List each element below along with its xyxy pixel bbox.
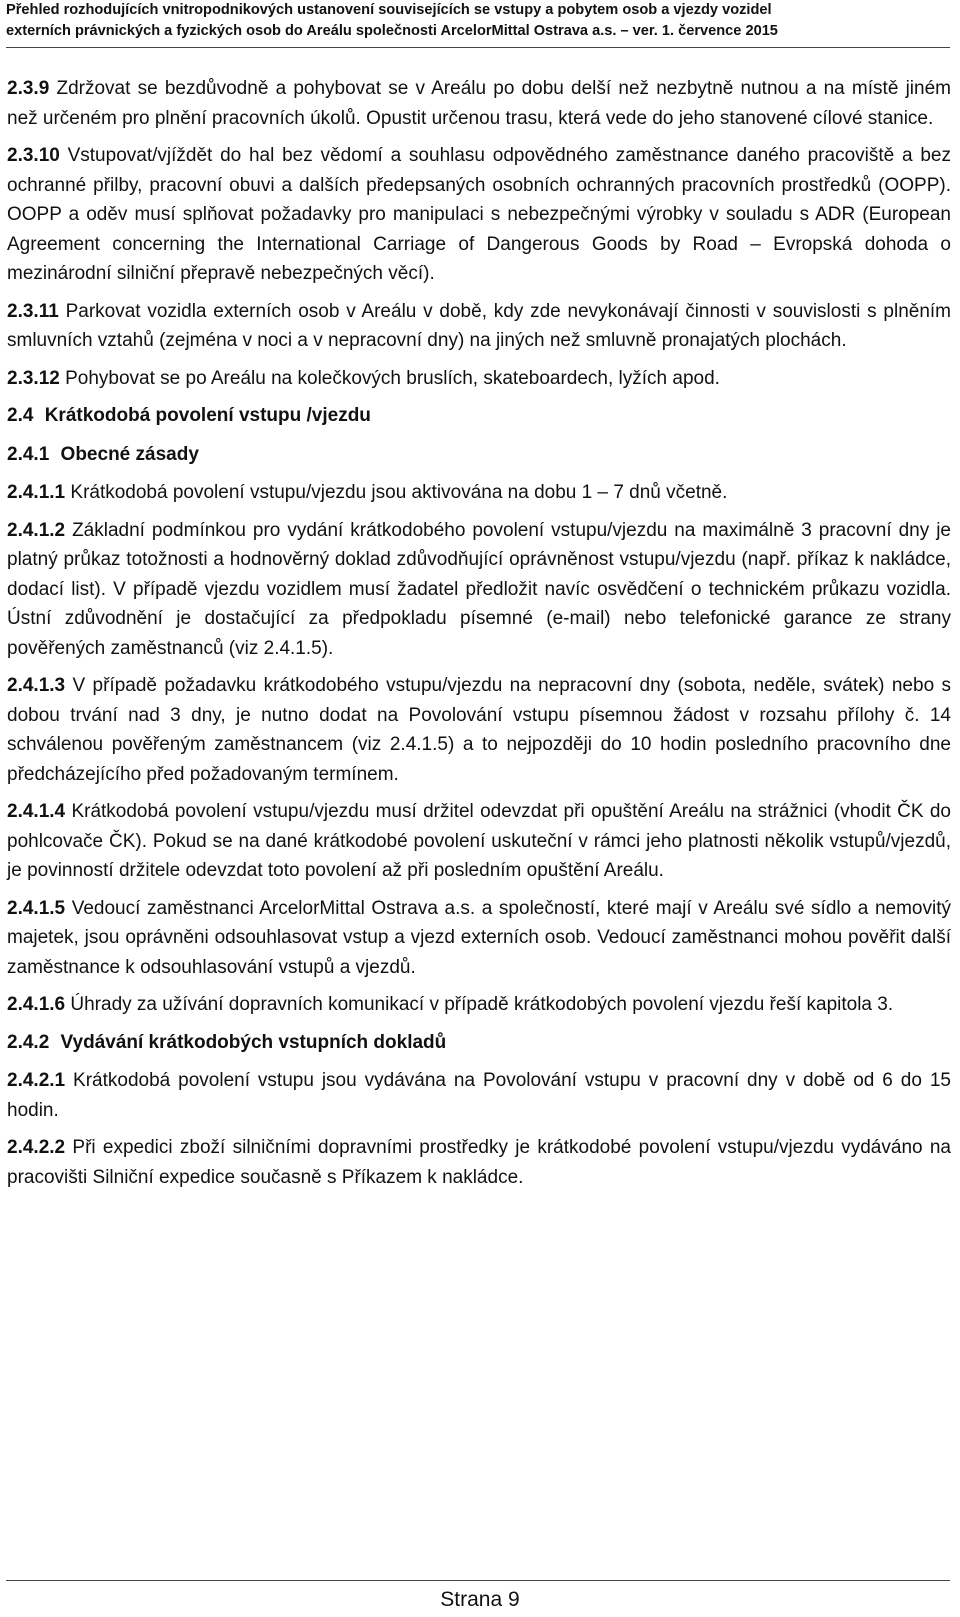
section-heading-2-4-2 <box>7 1028 951 1058</box>
heading-text: Obecné zásady <box>60 443 199 465</box>
document-header <box>6 0 946 42</box>
paragraph-2-4-1-6 <box>7 990 951 1020</box>
header-line-2: externích právnických a fyzických osob do Areálu společnosti ArcelorMittal Ostrava a.s. – ver. 1. července 2015 <box>6 23 778 39</box>
paragraph-number: 2.4.1.2 <box>7 519 66 541</box>
paragraph-number: 2.4.1.5 <box>7 897 66 919</box>
section-heading-2-4-1 <box>7 440 951 470</box>
paragraph-2-4-1-4 <box>7 797 951 886</box>
paragraph-number: 2.4.1.1 <box>7 482 66 503</box>
heading-number: 2.4.2 <box>7 1031 50 1053</box>
paragraph-text: V případě požadavku krátkodobého vstupu/vjezdu na nepracovní dny (sobota, neděle, svátek) nebo s dobou trvání nad 3 dny, je nutno dodat na Povolování vstupu písemnou žádost v rozsahu přílohy č. 14 schválenou pověřeným zaměstnancem (viz 2.4.1.5) a to nejpozději do 10 hodin posledního pracovního dne předcházejícího před požadovaným termínem. <box>7 675 952 785</box>
paragraph-number: 2.4.1.6 <box>7 994 66 1015</box>
paragraph-number: 2.4.2.2 <box>7 1137 66 1158</box>
paragraph-2-4-1-2 <box>7 516 951 664</box>
paragraph-2-3-9 <box>7 74 951 133</box>
paragraph-number: 2.3.10 <box>7 145 60 166</box>
paragraph-text: Úhrady za užívání dopravních komunikací v případě krátkodobých povolení vjezdu řeší kapitola 3. <box>70 994 894 1015</box>
paragraph-text: Vedoucí zaměstnanci ArcelorMittal Ostrava a.s. a společností, které mají v Areálu své sídlo a nemovitý majetek, jsou oprávněni odsouhlasovat vstup a vjezd externích osob. Vedoucí zaměstnanci mohou pověřit další zaměstnance k odsouhlasování vstupů a vjezdů. <box>7 897 951 978</box>
heading-number: 2.4.1 <box>7 443 50 465</box>
paragraph-number: 2.3.12 <box>7 367 60 389</box>
paragraph-2-3-12 <box>7 364 951 394</box>
paragraph-2-3-11 <box>7 297 951 356</box>
paragraph-2-4-2-2 <box>7 1133 951 1192</box>
paragraph-number: 2.4.2.1 <box>7 1070 66 1091</box>
section-heading-2-4 <box>7 401 951 431</box>
page-number: Strana 9 <box>440 1588 520 1611</box>
paragraph-number: 2.3.11 <box>7 300 59 322</box>
paragraph-text: Krátkodobá povolení vstupu/vjezdu musí držitel odevzdat při opuštění Areálu na strážnici (vhodit ČK do pohlcovače ČK). Pokud se na dané krátkodobé povolení uskuteční v rámci jeho platnosti několik vstupů/vjezdů, je povinností držitele odevzdat toto povolení až při posledním opuštění Areálu. <box>7 801 951 881</box>
header-line-1: Přehled rozhodujících vnitropodnikových ustanovení souvisejících se vstupy a pobytem osob a vjezdy vozidel <box>6 2 772 18</box>
paragraph-text: Při expedici zboží silničními dopravními prostředky je krátkodobé povolení vstupu/vjezdu vydáváno na pracovišti Silniční expedice současně s Příkazem k nakládce. <box>7 1137 951 1188</box>
footer-divider <box>6 1580 950 1581</box>
paragraph-2-3-10 <box>7 141 951 289</box>
paragraph-text: Zdržovat se bezdůvodně a pohybovat se v Areálu po dobu delší než nezbytně nutnou a na místě jiném než určeném pro plnění pracovních úkolů. Opustit určenou trasu, která vede do jeho stanovené cílové stanice. <box>7 78 951 129</box>
header-divider <box>6 47 950 48</box>
heading-text: Vydávání krátkodobých vstupních dokladů <box>60 1031 447 1053</box>
paragraph-text: Krátkodobá povolení vstupu jsou vydávána na Povolování vstupu v pracovní dny v době od 6 do 15 hodin. <box>7 1070 951 1121</box>
paragraph-text: Pohybovat se po Areálu na kolečkových bruslích, skateboardech, lyžích apod. <box>65 367 720 389</box>
heading-text: Krátkodobá povolení vstupu /vjezdu <box>44 405 371 426</box>
paragraph-text: Základní podmínkou pro vydání krátkodobého povolení vstupu/vjezdu na maximálně 3 pracovní dny je platný průkaz totožnosti a hodnověrný doklad zdůvodňující oprávněnost vstupu/vjezdu (např. příkaz k nakládce, dodací list). V případě vjezdu vozidlem musí žadatel předložit navíc osvědčení o technickém průkazu vozidla. Ústní zdůvodnění je dostačující za předpokladu písemné (e-mail) nebo telefonické garance ze strany pověřených zaměstnanců (viz 2.4.1.5). <box>7 519 951 659</box>
paragraph-number: 2.4.1.4 <box>7 801 66 822</box>
paragraph-text: Krátkodobá povolení vstupu/vjezdu jsou aktivována na dobu 1 – 7 dnů včetně. <box>70 482 728 503</box>
document-body <box>7 74 951 1200</box>
paragraph-2-4-1-3 <box>7 671 951 789</box>
paragraph-text: Parkovat vozidla externích osob v Areálu v době, kdy zde nevykonávají činnosti v souvislosti s plněním smluvních vztahů (zejména v noci a v nepracovní dny) na jiných než smluvně pronajatých plochách. <box>7 300 952 351</box>
paragraph-2-4-2-1 <box>7 1066 951 1125</box>
heading-number: 2.4 <box>7 405 34 426</box>
paragraph-2-4-1-5 <box>7 894 951 983</box>
paragraph-number: 2.4.1.3 <box>7 675 66 696</box>
paragraph-text: Vstupovat/vjíždět do hal bez vědomí a souhlasu odpovědného zaměstnance daného pracoviště a bez ochranné přilby, pracovní obuvi a dalších předepsaných osobních ochranných pracovních prostředků (OOPP). OOPP a oděv musí splňovat požadavky pro manipulaci s nebezpečnými výrobky v souladu s ADR (European Agreement concerning the International Carriage of Dangerous Goods by Road – Evropská dohoda o mezinárodní silniční přepravě nebezpečných věcí). <box>7 145 951 284</box>
paragraph-2-4-1-1 <box>7 478 951 508</box>
paragraph-number: 2.3.9 <box>7 78 50 99</box>
